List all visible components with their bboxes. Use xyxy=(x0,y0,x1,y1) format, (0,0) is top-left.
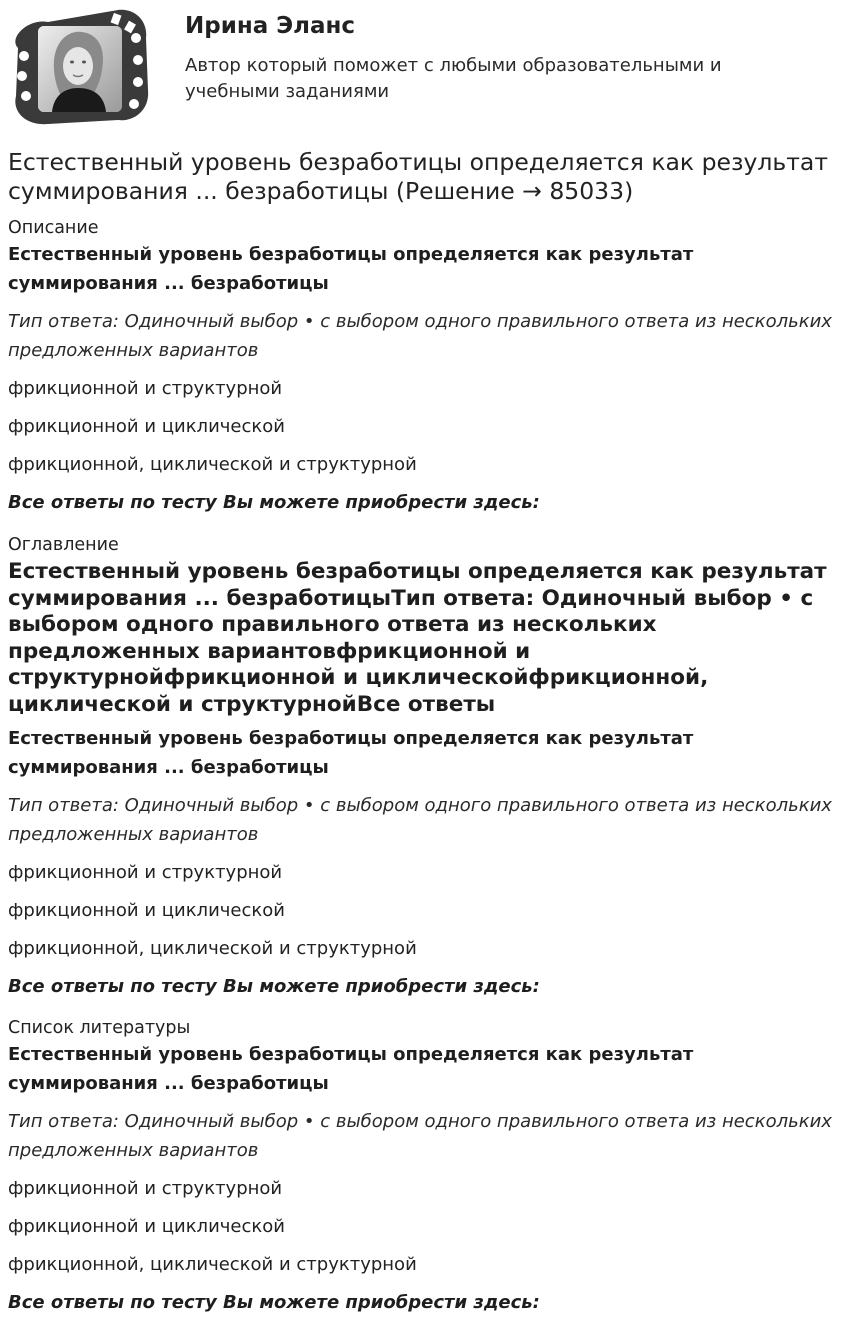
answer-option: фрикционной и циклической xyxy=(8,900,285,921)
toc-section xyxy=(8,533,843,1001)
question-text: Естественный уровень безработицы определяется как результат суммирования ... безработицы xyxy=(8,728,694,778)
answer-option: фрикционной и структурной xyxy=(8,378,283,399)
answer-type: Тип ответа: Одиночный выбор • с выбором одного правильного ответа из нескольких предложенных вариантов xyxy=(8,311,832,361)
avatar-film-frame-icon xyxy=(8,8,150,126)
all-answers-link[interactable]: Все ответы по тесту Вы можете приобрести здесь: xyxy=(8,492,540,513)
answer-type: Тип ответа: Одиночный выбор • с выбором одного правильного ответа из нескольких предложенных вариантов xyxy=(8,1111,832,1161)
answer-option: фрикционной, циклической и структурной xyxy=(8,1254,417,1275)
all-answers-link[interactable]: Все ответы по тесту Вы можете приобрести здесь: xyxy=(8,1292,540,1313)
question-text: Естественный уровень безработицы определяется как результат суммирования ... безработицы xyxy=(8,244,694,294)
description-heading: Описание xyxy=(8,218,99,238)
author-name[interactable]: Ирина Эланс xyxy=(185,13,356,39)
literature-heading: Список литературы xyxy=(8,1018,191,1038)
answer-option: фрикционной и циклической xyxy=(8,1216,285,1237)
answer-option: фрикционной и структурной xyxy=(8,862,283,883)
description-section xyxy=(8,216,843,517)
answer-type: Тип ответа: Одиночный выбор • с выбором одного правильного ответа из нескольких предложенных вариантов xyxy=(8,795,832,845)
toc-heading: Оглавление xyxy=(8,535,119,555)
question-text: Естественный уровень безработицы определяется как результат суммирования ... безработицы xyxy=(8,1044,694,1094)
page-title: Естественный уровень безработицы определяется как результат суммирования ... безработицы (Решение → 85033) xyxy=(8,148,829,205)
answer-option: фрикционной, циклической и структурной xyxy=(8,938,417,959)
author-avatar[interactable] xyxy=(8,8,150,126)
literature-section xyxy=(8,1016,843,1317)
answer-option: фрикционной и структурной xyxy=(8,1178,283,1199)
author-description: Автор который поможет с любыми образовательными и учебными заданиями xyxy=(185,55,722,102)
author-card xyxy=(8,8,838,128)
answer-option: фрикционной и циклической xyxy=(8,416,285,437)
toc-summary: Естественный уровень безработицы определяется как результат суммирования ... безработицыТип ответа: Одиночный выбор • с выбором одного правильного ответа из нескольких предложенных вариантовфрикционной и структурнойфрикционной и циклическойфрикционной, циклической и структурнойВсе ответы xyxy=(8,559,827,717)
answer-option: фрикционной, циклической и структурной xyxy=(8,454,417,475)
all-answers-link[interactable]: Все ответы по тесту Вы можете приобрести здесь: xyxy=(8,976,540,997)
